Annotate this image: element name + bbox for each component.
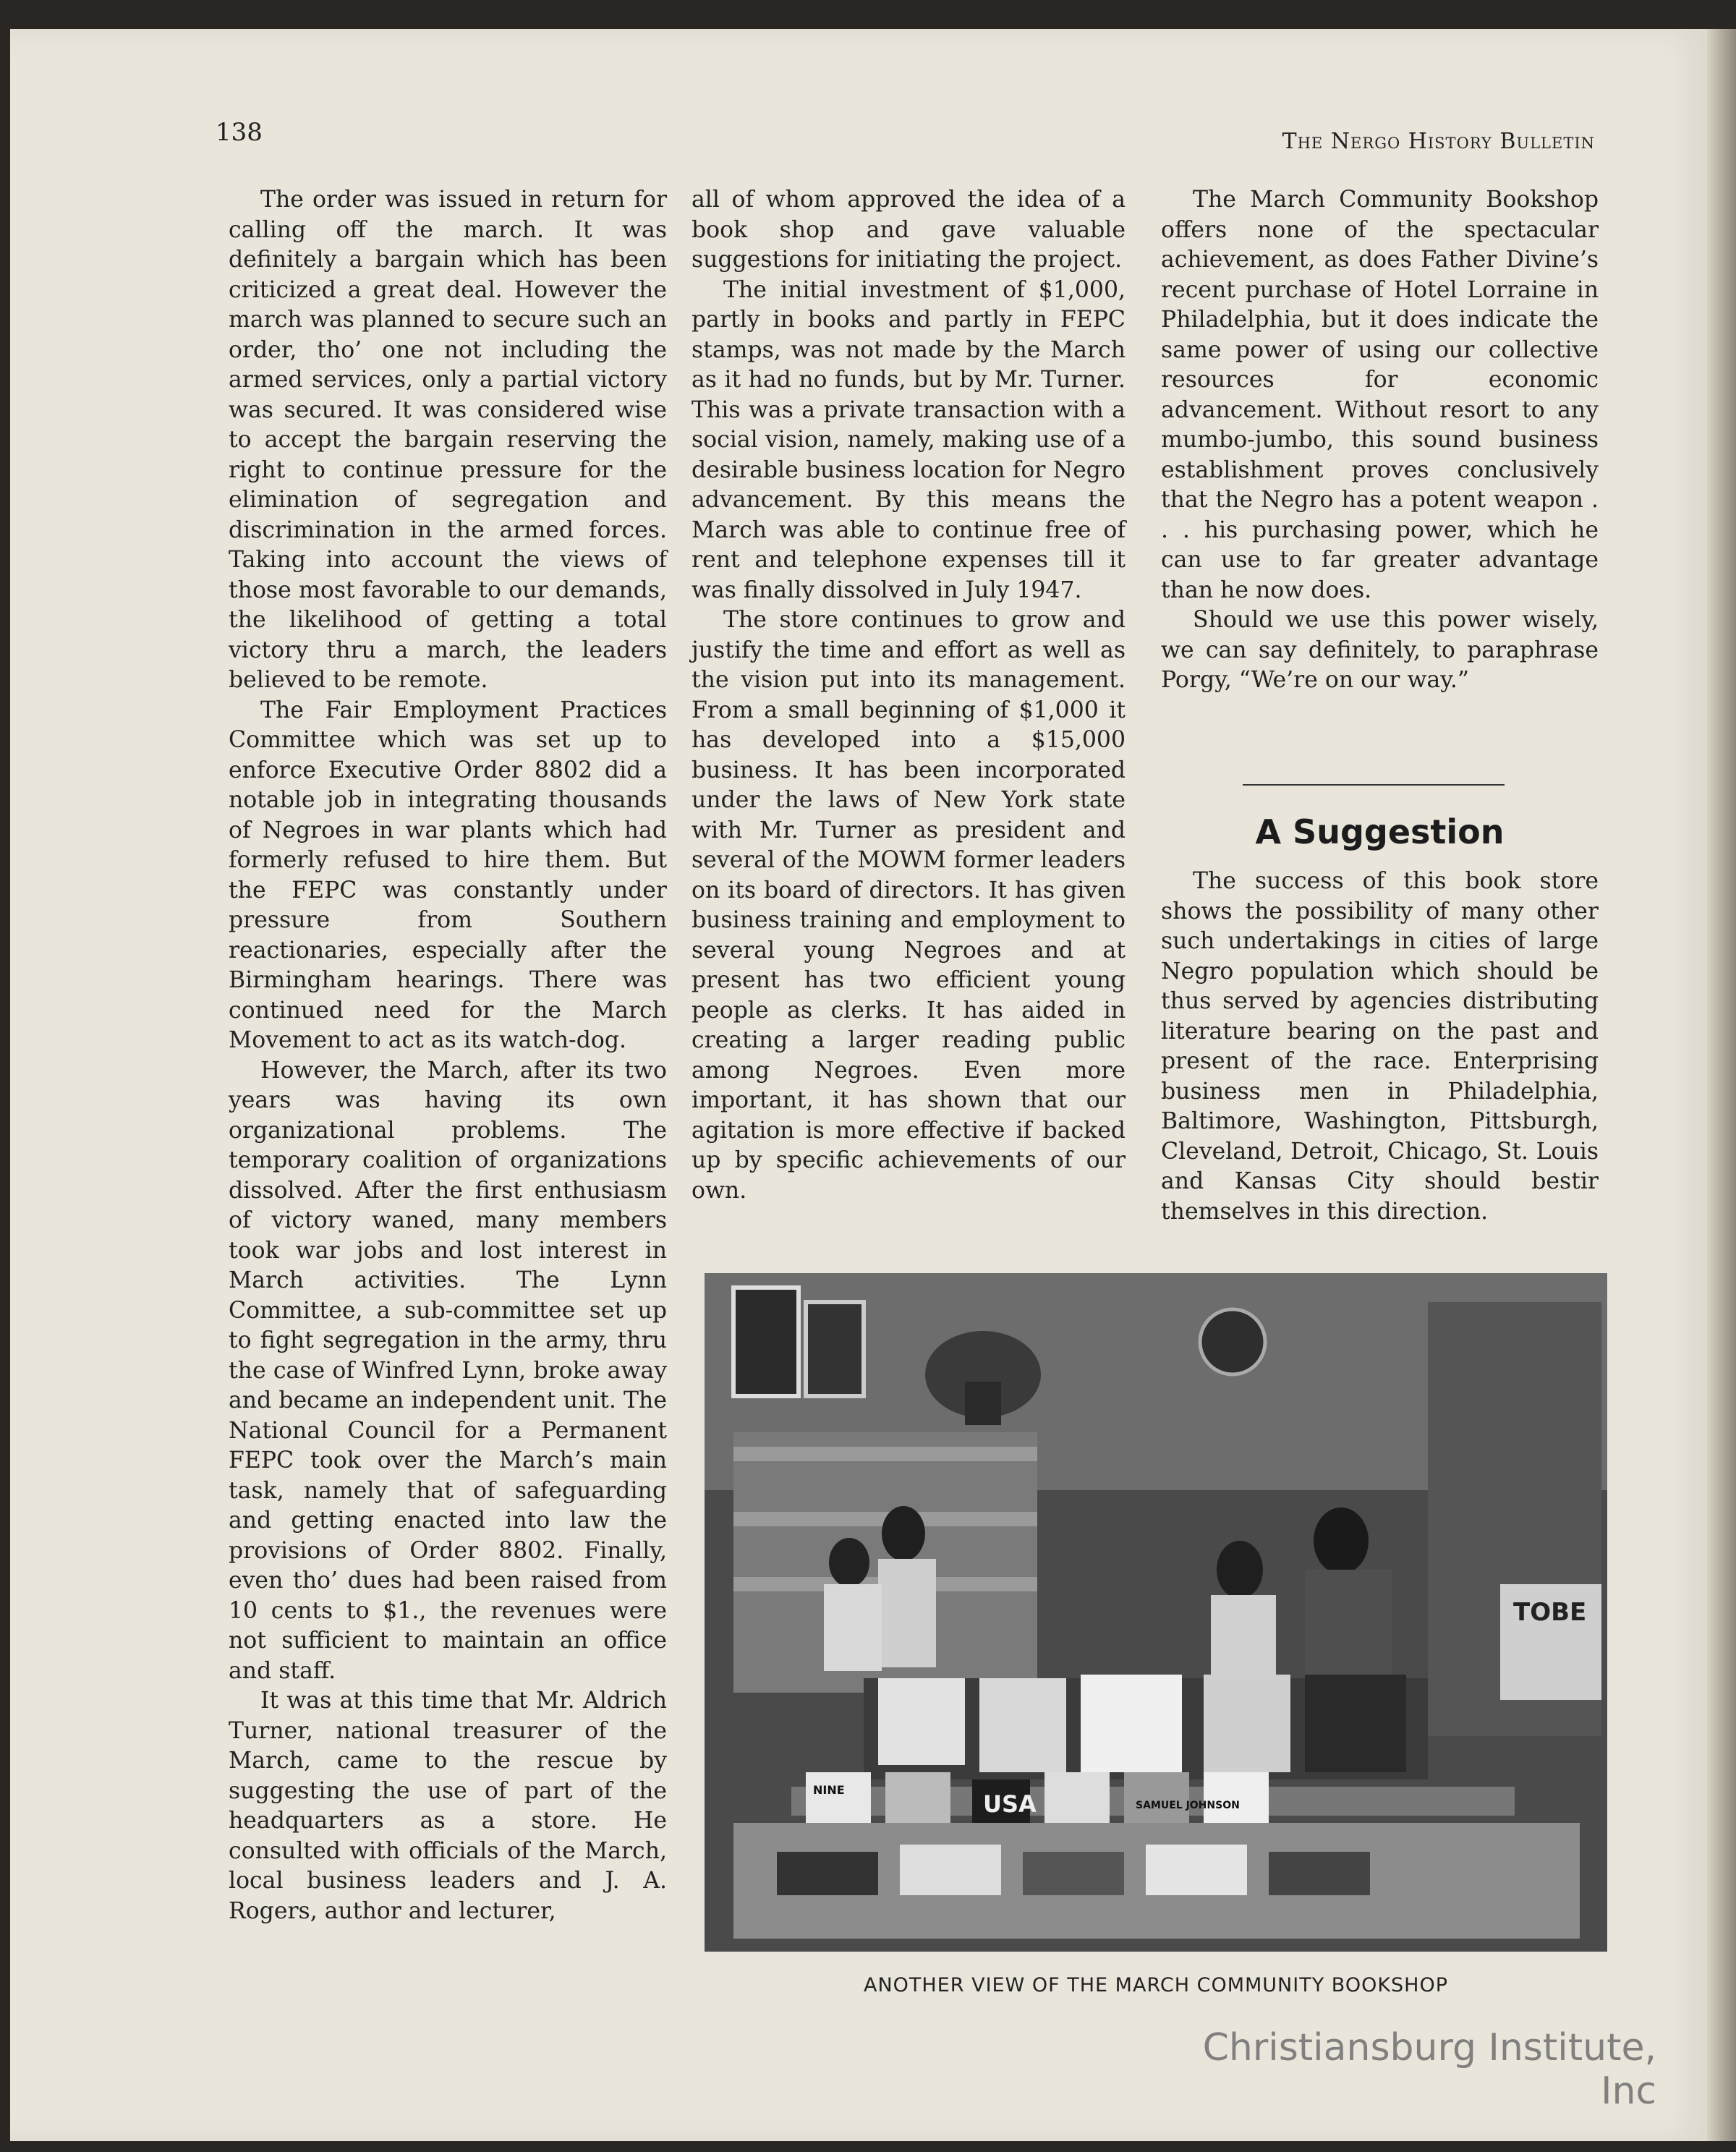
paragraph: The initial investment of $1,000, partly in books and partly in FEPC stamps, was not made by the March as it had no funds, but by Mr. Turner. This was a private transaction with a social vision, namely, making use of a desirable business location for Negro advancement. By this means the March was able to continue free of rent and telephone expenses till it was finally dissolved in July 1947. [692, 276, 1126, 603]
paragraph: Should we use this power wisely, we can say definitely, to paraphrase Porgy, “We’re on our way.” [1161, 607, 1599, 693]
section-divider [1243, 784, 1505, 786]
paragraph: The Fair Employment Practices Committee which was set up to enforce Executive Order 8802 did a notable job in integrating thousands of Negroes in war plants which had formerly refused to hire them. But the FEPC was constantly under pressure from Southern reactionaries, especially after the Birmingham hearings. There was continued need for the March Movement to act as its watch-dog. [229, 697, 667, 1053]
paragraph: The store continues to grow and justify the time and effort as well as the vision put into its management. From a small beginning of $1,000 it has developed into a $15,000 business. It has been incorporated under the laws of New York state with Mr. Turner as president and several of the MOWM former leaders on its board of directors. It has given business training and employment to several young Negroes and at present has two efficient young people as clerks. It has aided in creating a larger reading public among Negroes. Even more important, it has shown that our agitation is more effective if backed up by specific achievements of our own. [692, 607, 1126, 1204]
suggestion-text [1161, 867, 1599, 1227]
paragraph: It was at this time that Mr. Aldrich Turner, national treasurer of the March, came to the rescue by suggesting the use of part of the headquarters as a store. He consulted with officials of the March, local business leaders and J. A. Rogers, author and lecturer, [229, 1688, 667, 1924]
section-heading: A Suggestion [1255, 812, 1505, 851]
bookshop-photo [705, 1273, 1607, 1952]
paragraph: However, the March, after its two years was having its own organizational problems. The temporary coalition of organizations dissolved. After the first enthusiasm of victory waned, many members took war jobs and lost interest in March activities. The Lynn Committee, a sub-committee set up to fight segregation in the army, thru the case of Winfred Lynn, broke away and became an independent unit. The National Council for a Permanent FEPC took over the March’s main task, namely that of safeguarding and getting enacted into law the provisions of Order 8802. Finally, even tho’ dues had been raised from 10 cents to $1., the revenues were not sufficient to maintain an office and staff. [229, 1057, 667, 1684]
paragraph: The March Community Bookshop offers none of the spectacular achievement, as does Father Divine’s recent purchase of Hotel Lorraine in Philadelphia, but it does indicate the same power of using our collective resources for economic advancement. Without resort to any mumbo-jumbo, this sound business establishment proves conclusively that the Negro has a potent weapon . . . his purchasing power, which he can use to far greater advantage than he now does. [1161, 187, 1599, 603]
page-spine-shadow [1707, 29, 1736, 2141]
page-number: 138 [216, 118, 263, 147]
watermark: Christiansburg Institute, Inc [1202, 2026, 1656, 2113]
paragraph: The success of this book store shows the possibility of many other such undertakings in cities of large Negro population which should be thus served by agencies distributing literature bearing on the past and present of the race. Enterprising business men in Philadelphia, Baltimore, Washington, Pittsburgh, Cleveland, Detroit, Chicago, St. Louis and Kansas City should bestir themselves in this direction. [1161, 868, 1599, 1225]
text-column-1 [229, 185, 667, 1926]
book-title: USA [983, 1790, 1037, 1818]
book-title: SAMUEL JOHNSON [1136, 1800, 1240, 1811]
text-column-2 [692, 185, 1126, 1206]
book-title: NINE [813, 1783, 845, 1797]
paragraph: The order was issued in return for calling off the march. It was definitely a bargain which has been criticized a great deal. However the march was planned to secure such an order, tho’ one not including the armed services, only a partial victory was secured. It was considered wise to accept the bargain reserving the right to continue pressure for the elimination of segregation and discrimination in the armed forces. Taking into account the views of those most favorable to our demands, the likelihood of getting a total victory thru a march, the leaders believed to be remote. [229, 187, 667, 693]
running-title: The Nergo History Bulletin [1282, 129, 1595, 154]
paragraph: all of whom approved the idea of a book shop and gave valuable suggestions for initiating the project. [692, 187, 1126, 273]
sign-text: TOBE [1513, 1598, 1587, 1627]
photo-caption: ANOTHER VIEW OF THE MARCH COMMUNITY BOOKSHOP [863, 1974, 1449, 1996]
text-column-3 [1161, 185, 1599, 696]
bookshop-photo-illustration [705, 1273, 1607, 1952]
